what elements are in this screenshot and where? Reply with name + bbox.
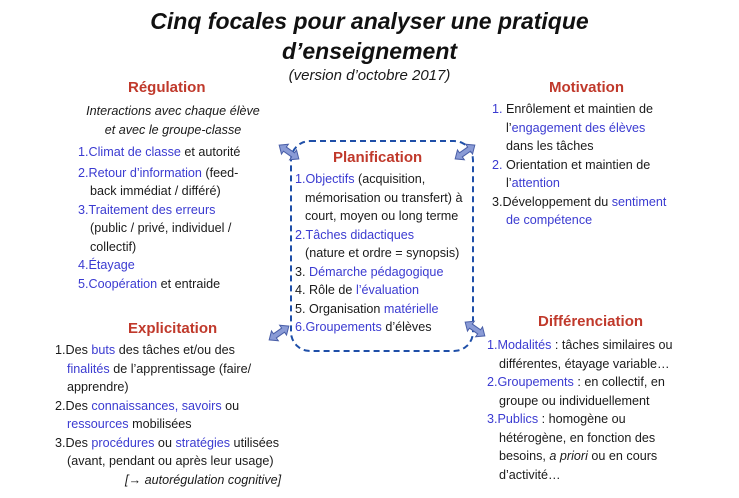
regulation-item-5: 5.Coopération et entraide [78, 276, 221, 291]
planification-item-6: 6.Groupements d’élèves [295, 320, 432, 334]
subtitle: (version d’octobre 2017) [288, 67, 451, 84]
differenciation-item-2: 2.Groupements : en collectif, en [487, 375, 665, 389]
planification-block [295, 170, 480, 337]
differenciation-item-3-line-3: besoins, a priori ou en cours [499, 449, 658, 463]
arrow-bottom-left-icon [266, 322, 292, 344]
motivation-item-2: 2. Orientation et maintien de [492, 157, 651, 172]
explicitation-item-1-line-3: apprendre) [67, 380, 129, 394]
regulation-intro-1: Interactions avec chaque élève [86, 104, 260, 118]
motivation-item-1-line-3: dans les tâches [506, 139, 594, 153]
planification-item-4: 4. Rôle de l’évaluation [295, 283, 419, 297]
planification-item-5: 5. Organisation matérielle [295, 301, 439, 316]
explicitation-heading: Explicitation [128, 320, 218, 337]
title-line-1: Cinq focales pour analyser une pratique [150, 8, 589, 34]
planification-item-1-line-2: mémorisation ou transfert) à [305, 190, 463, 205]
title-line-2: d’enseignement [281, 38, 458, 64]
differenciation-item-1-line-2: différentes, étayage variable… [499, 356, 670, 371]
motivation-item-3: 3.Développement du sentiment [492, 194, 667, 209]
arrow-top-left-icon [276, 141, 302, 163]
differenciation-item-3: 3.Publics : homogène ou [487, 412, 626, 426]
planification-item-1-line-3: court, moyen ou long terme [305, 209, 459, 223]
arrow-bottom-right-icon [462, 318, 488, 340]
explicitation-item-2-line-2: ressources mobilisées [67, 417, 192, 431]
planification-item-2: 2.Tâches didactiques [295, 227, 415, 242]
regulation-intro-2: et avec le groupe-classe [104, 122, 242, 137]
regulation-item-3: 3.Traitement des erreurs [78, 202, 216, 217]
explicitation-item-3: 3.Des procédures ou stratégies utilisées [55, 435, 280, 450]
explicitation-block [55, 341, 295, 489]
explicitation-item-3-line-2: (avant, pendant ou après leur usage) [67, 454, 274, 468]
differenciation-item-1: 1.Modalités : tâches similaires ou [487, 338, 673, 352]
planification-item-3: 3. Démarche pédagogique [295, 264, 444, 279]
regulation-block [78, 102, 288, 293]
differenciation-heading: Différenciation [538, 313, 644, 330]
planification-heading: Planification [333, 149, 423, 166]
explicitation-item-1: 1.Des buts des tâches et/ou des [55, 343, 235, 357]
motivation-item-1-line-2: l’engagement des élèves [506, 120, 646, 135]
regulation-heading: Régulation [128, 79, 206, 96]
explicitation-item-3-line-3: [→ autorégulation cognitive] [125, 472, 282, 487]
explicitation-item-2: 2.Des connaissances, savoirs ou [55, 398, 240, 413]
differenciation-item-3-line-4: d’activité… [499, 467, 561, 482]
regulation-item-1: 1.Climat de classe et autorité [78, 145, 241, 159]
regulation-item-4: 4.Étayage [78, 258, 135, 272]
planification-item-1: 1.Objectifs (acquisition, [295, 172, 426, 186]
motivation-item-2-line-2: l’attention [506, 176, 560, 190]
arrow-top-right-icon [452, 141, 478, 163]
regulation-item-2-line-2: back immédiat / différé) [90, 184, 221, 198]
motivation-block [492, 100, 722, 230]
planification-item-2-line-2: (nature et ordre = synopsis) [305, 246, 460, 260]
regulation-item-2: 2.Retour d’information (feed- [78, 165, 239, 180]
differenciation-block [487, 336, 727, 484]
regulation-item-3-line-3: collectif) [90, 239, 137, 254]
motivation-item-3-line-2: de compétence [506, 213, 593, 227]
regulation-item-3-line-2: (public / privé, individuel / [90, 221, 232, 235]
differenciation-item-2-line-2: groupe ou individuellement [499, 393, 650, 408]
differenciation-item-3-line-2: hétérogène, en fonction des [499, 430, 656, 445]
motivation-heading: Motivation [549, 79, 624, 96]
motivation-item-1: 1. Enrôlement et maintien de [492, 102, 654, 116]
explicitation-item-1-line-2: finalités de l’apprentissage (faire/ [67, 361, 252, 376]
